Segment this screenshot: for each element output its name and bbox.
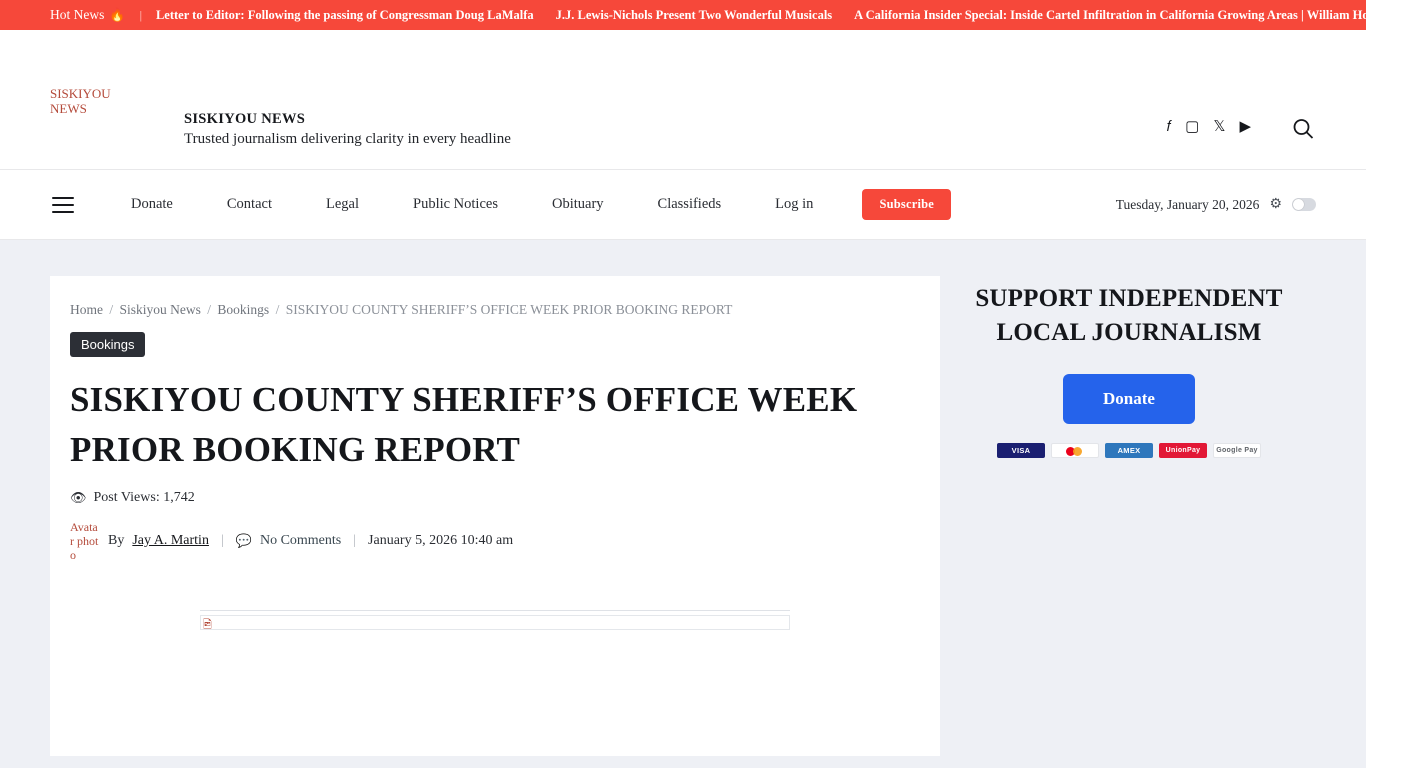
hero-image-placeholder [200,615,790,630]
site-masthead [0,30,1366,170]
hero-image-broken [200,610,790,632]
breadcrumb-item-siskiyou-news[interactable]: Siskiyou News [119,302,201,317]
amex-icon: AMEX [1105,443,1153,458]
broken-image-icon: 🖻 [203,618,212,631]
byline-separator: | [220,532,224,548]
nav-item-contact[interactable]: Contact [226,196,272,212]
payment-methods [966,443,1292,458]
author-link[interactable]: Jay A. Martin [132,532,209,548]
nav-item-classifieds[interactable]: Classifieds [657,196,722,212]
nav-item-log-in[interactable]: Log in [775,196,814,212]
dark-mode-toggle[interactable] [1292,198,1316,211]
unionpay-icon: UnionPay [1159,443,1207,458]
publish-date: January 5, 2026 10:40 am [368,532,514,548]
instagram-icon[interactable]: ▢ [1185,119,1200,135]
ticker-item[interactable]: J.J. Lewis-Nichols Present Two Wonderful Musicals [555,7,833,22]
page-title: SISKIYOU COUNTY SHERIFF’S OFFICE WEEK PRIOR BOOKING REPORT [70,380,858,470]
category-badge[interactable]: Bookings [70,332,145,357]
sidebar [966,276,1292,458]
flame-icon: 🔥 [109,7,126,22]
hamburger-menu-icon[interactable] [52,197,74,213]
ticker-separator: | [139,7,142,22]
breadcrumb-item-bookings[interactable]: Bookings [217,302,270,317]
ticker-item[interactable]: A California Insider Special: Inside Cartel Infiltration in California Growing Areas | William Honsal [854,7,1391,22]
nav-item-donate[interactable]: Donate [131,196,173,212]
hot-news-label [0,7,126,23]
breadcrumb-separator: / [109,302,114,317]
breadcrumb [70,302,920,318]
post-views [70,490,920,506]
visa-icon: VISA [997,443,1045,458]
brand-tagline: Trusted journalism delivering clarity in every headline [184,131,511,148]
nav-item-public-notices[interactable]: Public Notices [413,196,498,212]
mastercard-icon [1051,443,1099,458]
breadcrumb-separator: / [207,302,212,317]
nav-item-legal[interactable]: Legal [325,196,359,212]
nav-item-obituary[interactable]: Obituary [551,196,604,212]
main-navigation [0,170,1366,240]
by-label: By [108,532,125,548]
donate-button[interactable]: Donate [1063,374,1195,424]
search-icon[interactable] [1290,116,1316,142]
avatar: Avatar photo [70,519,99,562]
ticker-item[interactable]: Letter to Editor: Following the passing of Congressman Doug LaMalfa [155,7,534,22]
ticker-item[interactable]: Ot [1412,7,1426,22]
byline [70,520,920,562]
eye-icon: 👁 [70,489,87,505]
gear-icon[interactable]: ⚙ [1269,197,1282,212]
byline-separator: | [353,532,357,548]
comment-bubble-icon: 💬 [235,532,252,548]
hot-news-ticker [0,0,1426,30]
support-heading: SUPPORT INDEPENDENT LOCAL JOURNALISM [975,285,1283,346]
nav-right-cluster [1116,196,1316,213]
breadcrumb-item-home[interactable]: Home [70,302,103,317]
site-logo-broken-image[interactable]: SISKIYOU NEWS [50,86,111,116]
hot-news-text: Hot News [50,7,105,22]
subscribe-button[interactable]: Subscribe [862,189,951,220]
nav-links [104,189,951,220]
article-card [50,276,940,756]
comments-link[interactable]: No Comments [259,532,342,548]
facebook-icon[interactable]: 𝑓 [1166,119,1172,135]
x-twitter-icon[interactable]: 𝕏 [1213,119,1226,135]
brand-block [184,110,511,149]
google-pay-icon: Google Pay [1213,443,1261,458]
post-views-label: Post Views: 1,742 [93,489,195,505]
youtube-icon[interactable]: ▶ [1239,119,1251,135]
brand-title: SISKIYOU NEWS [184,111,306,127]
breadcrumb-current: SISKIYOU COUNTY SHERIFF’S OFFICE WEEK PRIOR BOOKING REPORT [285,302,733,317]
current-date: Tuesday, January 20, 2026 [1115,196,1260,212]
page-body [0,240,1366,768]
social-links [1167,120,1252,135]
breadcrumb-separator: / [275,302,280,317]
